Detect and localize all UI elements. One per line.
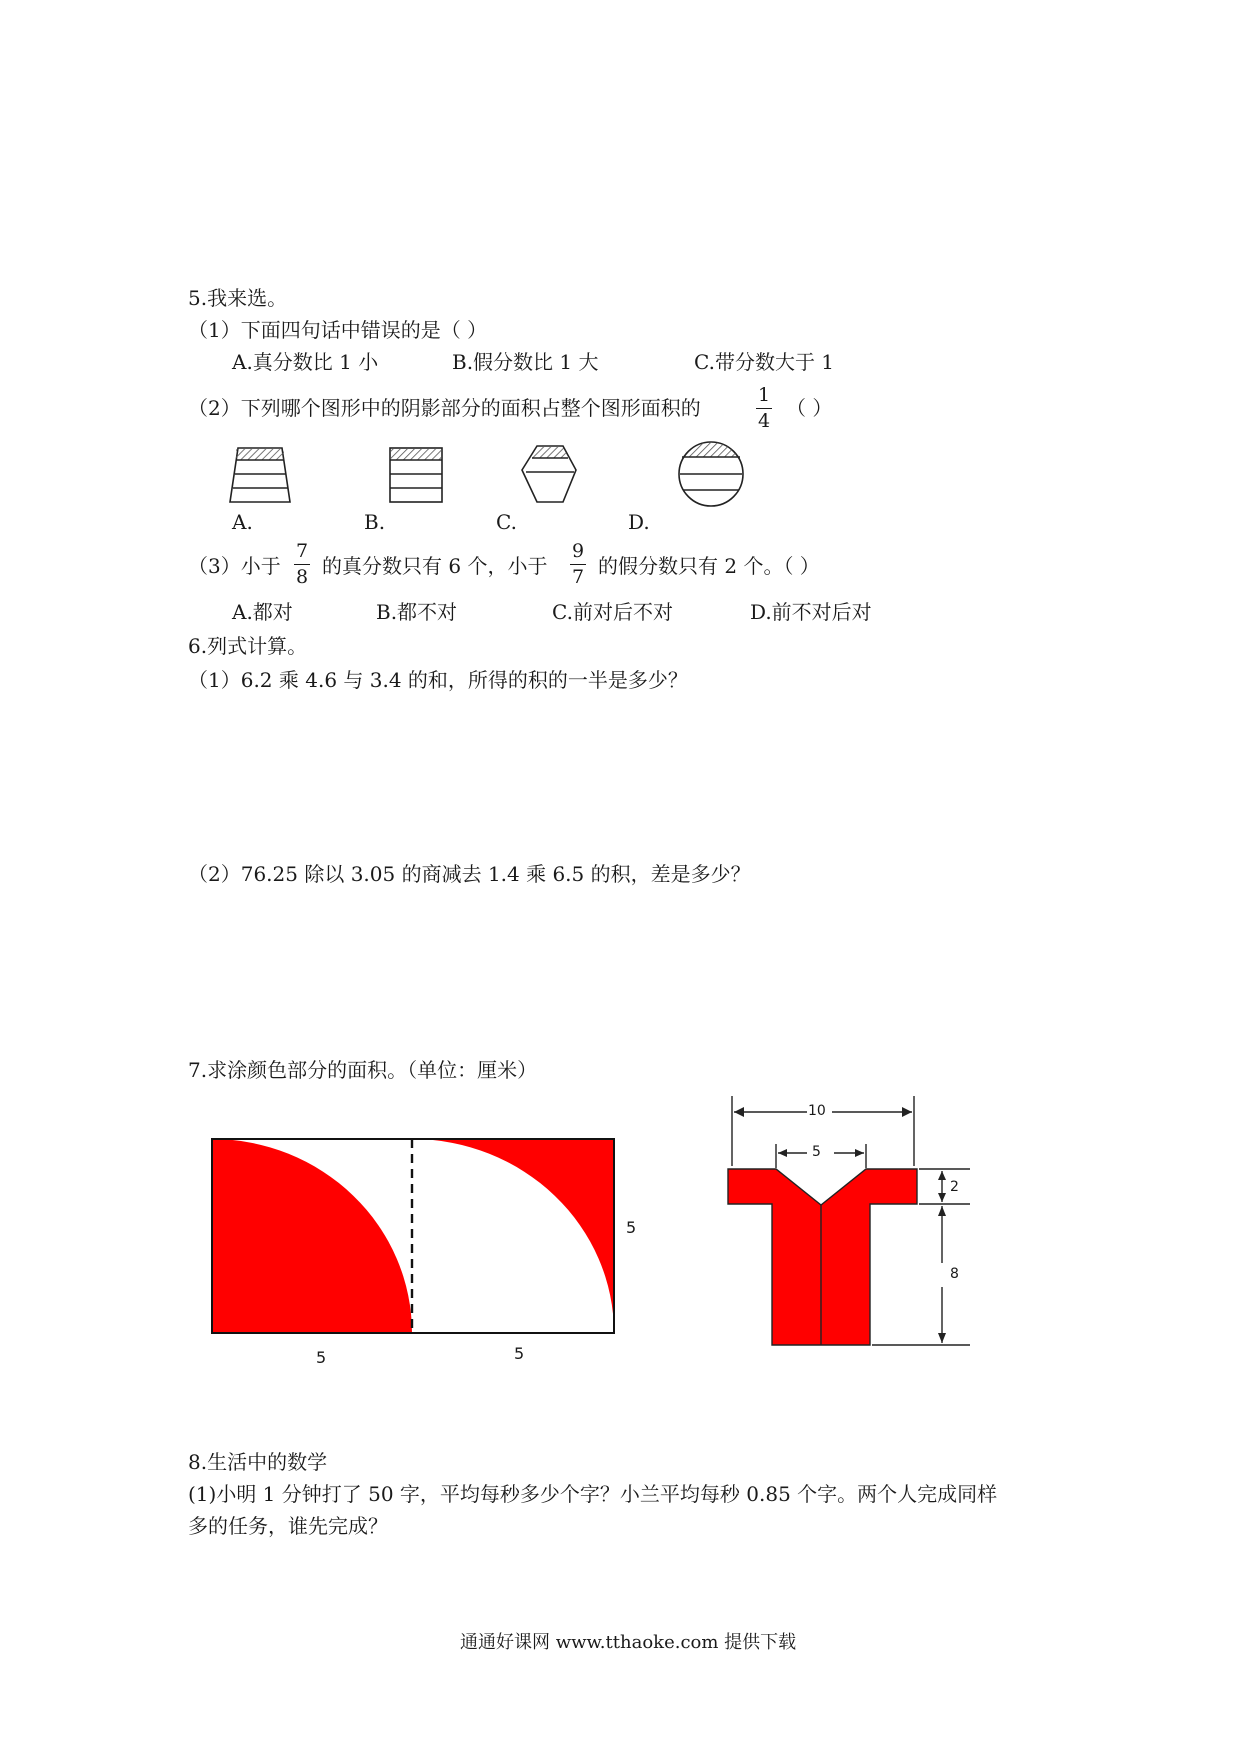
fig2-label-small-height: 2 — [950, 1179, 959, 1195]
q5-p1-stem: （1）下面四句话中错误的是（ ） — [188, 318, 488, 342]
shape-label-a: A. — [232, 510, 253, 534]
q5-p3-part-b: 的真分数只有 6 个，小于 — [322, 554, 548, 578]
q5-p1-option-b: B.假分数比 1 大 — [452, 350, 599, 374]
page-footer: 通通好课网 www.tthaoke.com 提供下载 — [460, 1632, 797, 1653]
q5-p2-stem: （2）下列哪个图形中的阴影部分的面积占整个图形面积的 — [188, 396, 701, 420]
q8-p1-line1: (1)小明 1 分钟打了 50 字，平均每秒多少个字？小兰平均每秒 0.85 个字。两个人完成同样 — [188, 1482, 998, 1506]
q8-title: 8.生活中的数学 — [188, 1450, 328, 1474]
q6-title: 6.列式计算。 — [188, 634, 308, 658]
q5-p3-option-d: D.前不对后对 — [750, 600, 872, 624]
figure-2-shirt — [728, 1169, 917, 1345]
shape-label-b: B. — [364, 510, 386, 534]
fig1-label-bottom-left: 5 — [316, 1348, 327, 1367]
q5-p3-option-a: A.都对 — [232, 600, 293, 624]
figure-1-rectangle — [212, 1139, 614, 1333]
fraction-denominator: 8 — [296, 566, 309, 588]
fig2-label-inner-width: 5 — [812, 1144, 821, 1160]
q5-p1-option-a: A.真分数比 1 小 — [232, 350, 379, 374]
shape-label-c: C. — [496, 510, 517, 534]
q8-p1-line2: 多的任务，谁先完成？ — [188, 1514, 388, 1538]
q5-p3-option-b: B.都不对 — [376, 600, 458, 624]
fraction-numerator: 9 — [570, 542, 586, 565]
q5-p1-option-c: C.带分数大于 1 — [694, 350, 835, 374]
q7-title: 7.求涂颜色部分的面积。（单位：厘米） — [188, 1058, 538, 1082]
fraction-denominator: 4 — [758, 410, 771, 432]
fig1-label-bottom-right: 5 — [514, 1344, 525, 1363]
q5-p3-part-c: 的假分数只有 2 个。（ ） — [598, 554, 820, 578]
fraction-denominator: 7 — [572, 566, 585, 588]
q5-p3-option-c: C.前对后不对 — [552, 600, 673, 624]
q5-p2-answer-paren: （ ） — [786, 396, 833, 420]
q5-title: 5.我来选。 — [188, 286, 288, 310]
fig1-label-right: 5 — [626, 1218, 637, 1237]
q5-p3-part-a: （3）小于 — [188, 554, 281, 578]
shape-label-d: D. — [628, 510, 650, 534]
fig2-label-top-width: 10 — [808, 1103, 826, 1119]
figure-1-right-corner-region — [412, 1139, 614, 1333]
fraction-numerator: 7 — [294, 542, 310, 565]
q6-p1: （1）6.2 乘 4.6 与 3.4 的和，所得的积的一半是多少？ — [188, 668, 688, 692]
q6-p2: （2）76.25 除以 3.05 的商减去 1.4 乘 6.5 的积，差是多少？ — [188, 862, 751, 886]
figure-2-t-shape — [728, 1096, 970, 1345]
fig2-label-height: 8 — [950, 1266, 959, 1282]
figure-1-left-quarter-circle — [212, 1139, 412, 1333]
fraction-numerator: 1 — [756, 386, 772, 409]
